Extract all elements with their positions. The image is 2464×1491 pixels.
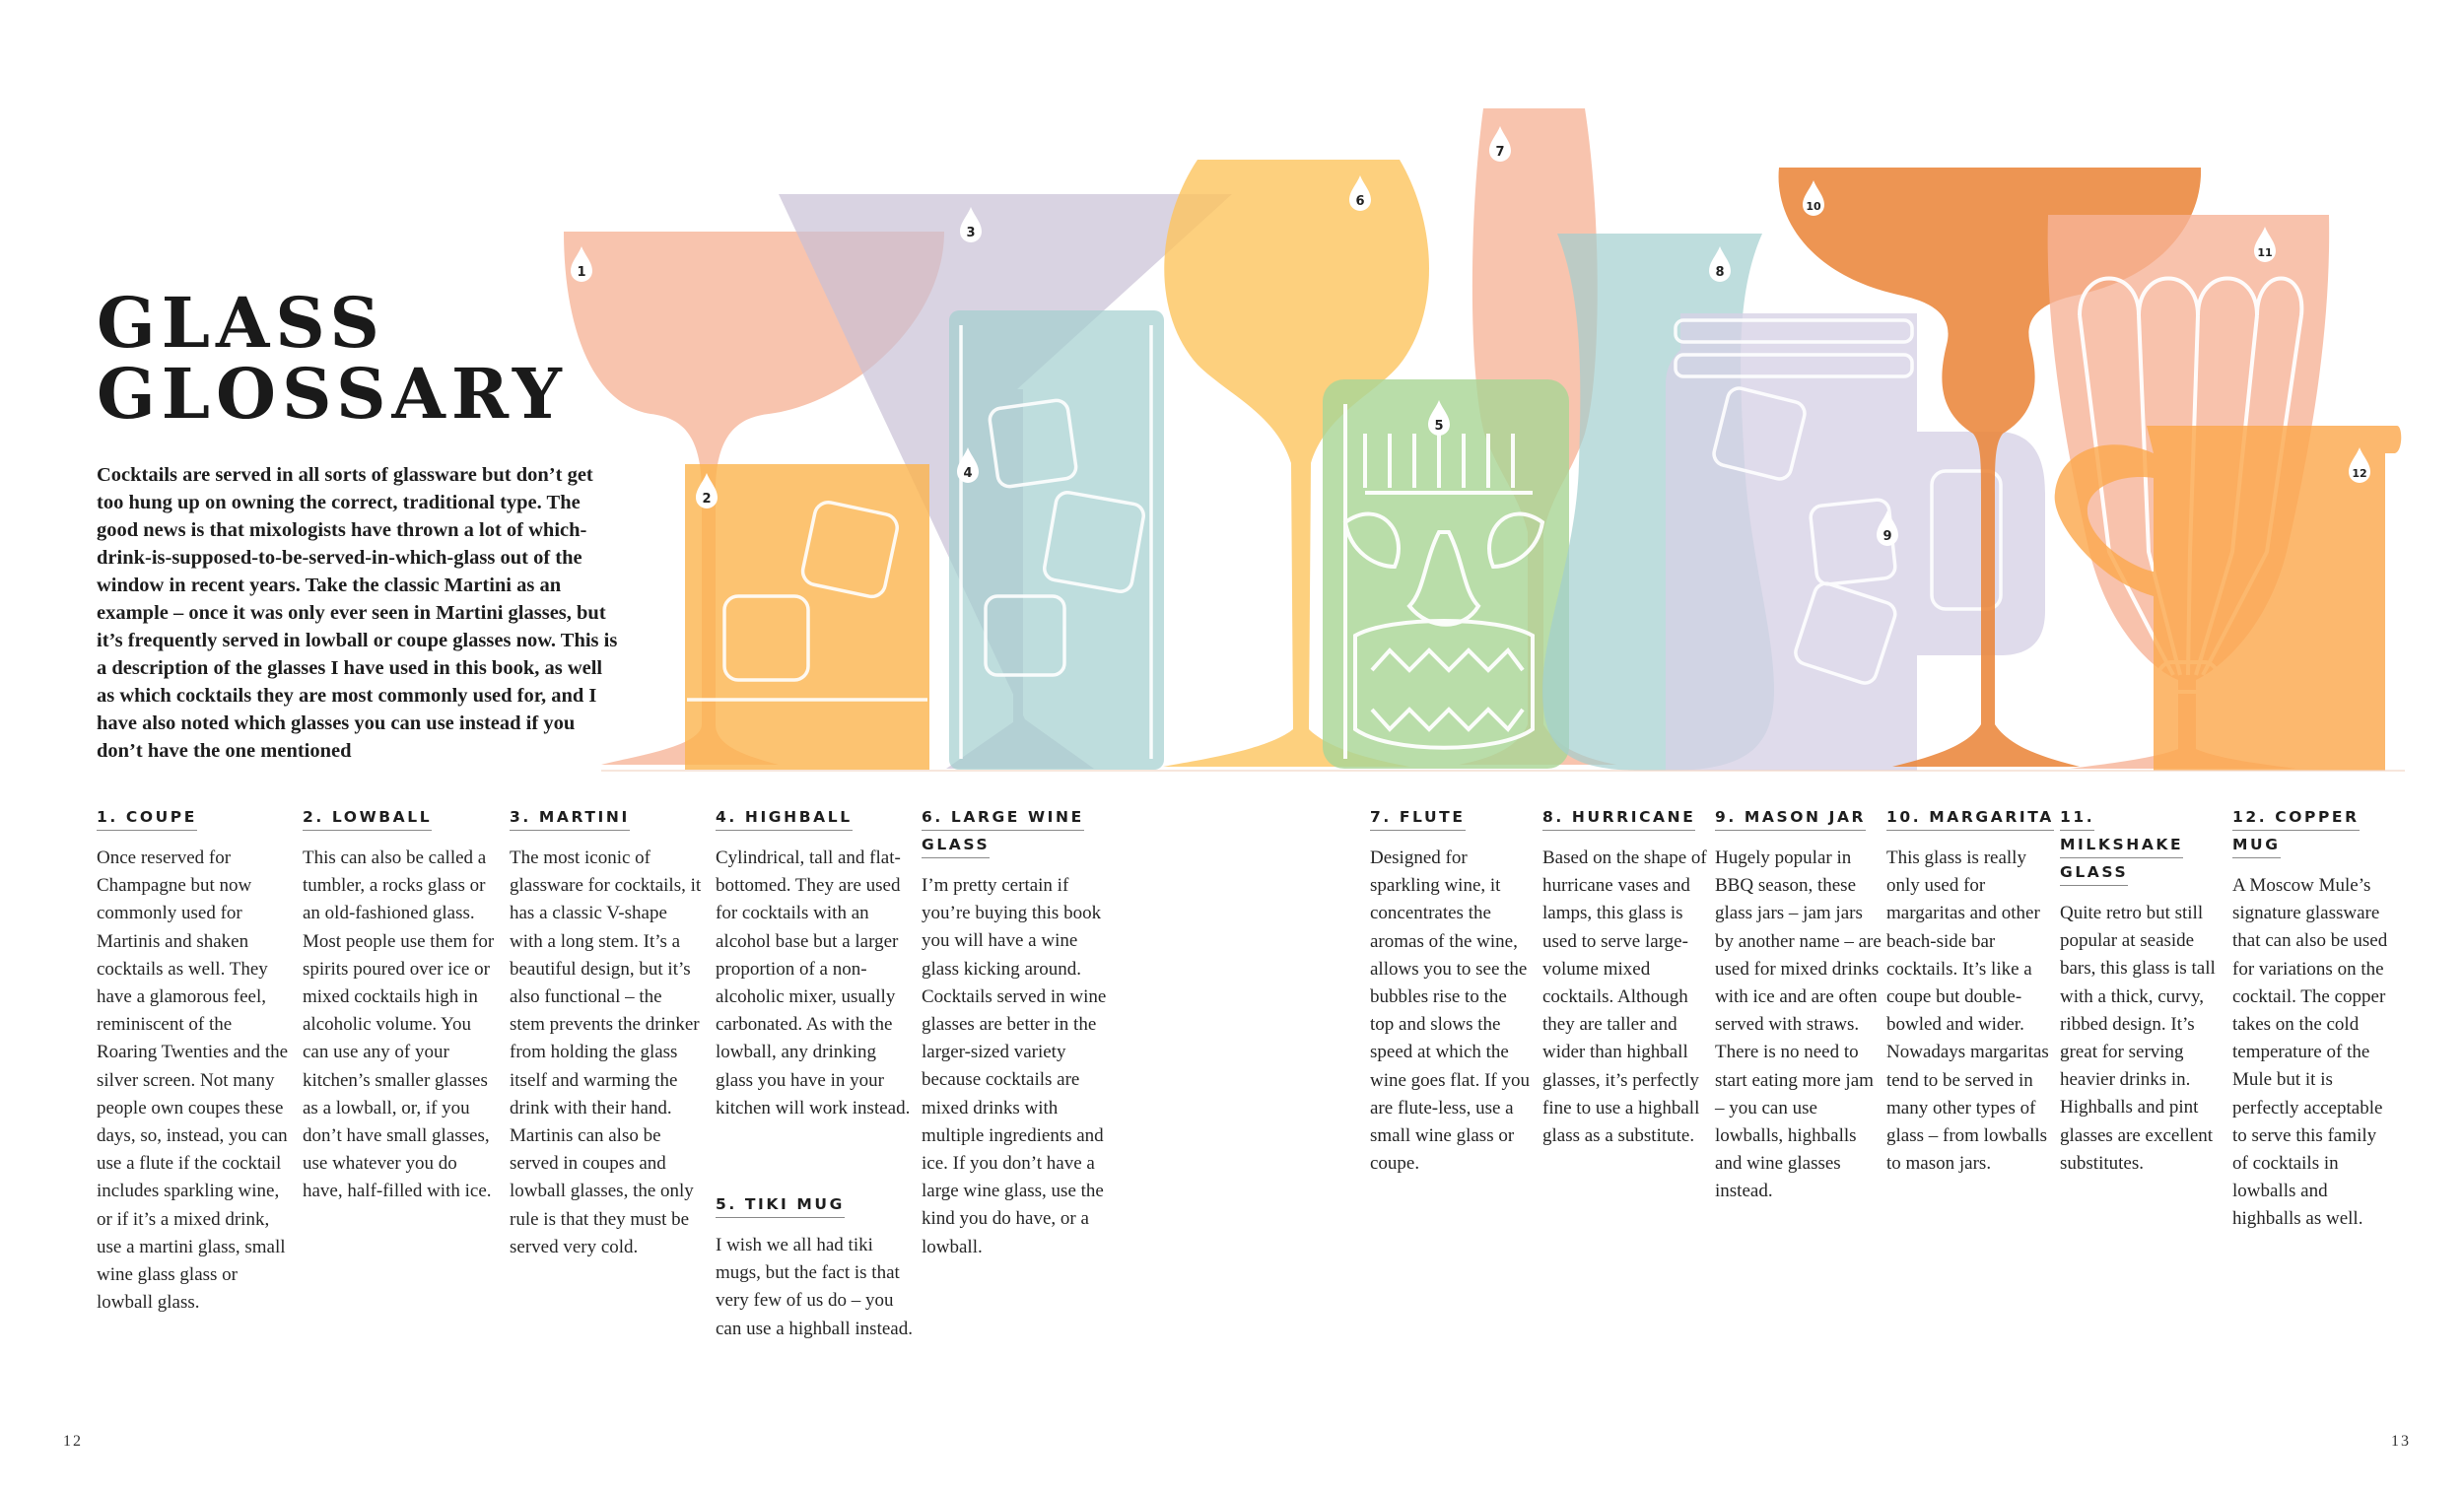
entry-body: A Moscow Mule’s signature glassware that can also be used for variations on the cocktail. The copper takes on the cold temperature of the Mule but it is perfectly acceptable to serve this family of cocktails in lowballs and highballs as well. <box>2232 875 2388 1230</box>
entry-heading-text: 3. MARTINI <box>510 808 630 831</box>
glass-number-label: 12 <box>2352 467 2367 480</box>
entry-heading-text: 5. TIKI MUG <box>716 1195 845 1218</box>
glass-number-label: 9 <box>1882 529 1892 544</box>
entry-heading <box>2060 803 2223 886</box>
entry-heading-text: 11. MILKSHAKE GLASS <box>2060 808 2183 886</box>
glass-number-label: 7 <box>1495 145 1505 160</box>
glass-number-label: 1 <box>577 265 586 280</box>
glossary-entry <box>1715 803 1882 1206</box>
entry-body: Cylindrical, tall and flat-bottomed. They are used for cocktails with an alcohol base but a larger proportion of a non-alcoholic mixer, usually carbonated. As with the lowball, any drinking glass you have in your kitchen will work instead. <box>716 847 911 1118</box>
entry-heading <box>303 803 495 831</box>
glossary-entry <box>303 803 495 1206</box>
entry-heading-text: 2. LOWBALL <box>303 808 432 831</box>
entry-heading <box>1715 803 1882 831</box>
tiki-mug-illustration <box>1323 379 1569 769</box>
glossary-entry <box>1542 803 1710 1150</box>
glossary-entry <box>2060 803 2223 1178</box>
entry-heading-text: 12. COPPER MUG <box>2232 808 2360 858</box>
entry-heading-text: 4. HIGHBALL <box>716 808 853 831</box>
glossary-entry <box>922 803 1119 1261</box>
entry-heading-text: 6. LARGE WINE GLASS <box>922 808 1084 858</box>
entry-body: I’m pretty certain if you’re buying this book you will have a wine glass kicking around. Cocktails served in wine glasses are better in the larger-sized variety because cocktails are mixed drinks with multiple ingredients and ice. If you don’t have a large wine glass, use the kind you do have, or a lowball. <box>922 875 1107 1257</box>
entry-heading-text: 7. FLUTE <box>1370 808 1466 831</box>
glossary-entry <box>1370 803 1533 1178</box>
page-number-left: 12 <box>63 1433 83 1450</box>
entry-heading <box>1370 803 1533 831</box>
entry-body: This glass is really only used for margaritas and other beach-side bar cocktails. It’s like a coupe but double-bowled and wider. Nowadays margaritas tend to be served in many other types of glass – from lowballs to mason jars. <box>1886 847 2049 1175</box>
glass-number-label: 3 <box>966 226 976 240</box>
entry-heading-text: 8. HURRICANE <box>1542 808 1695 831</box>
lowball-glass-illustration <box>685 464 929 770</box>
entry-heading <box>1542 803 1710 831</box>
entry-body: I wish we all had tiki mugs, but the fact is that very few of us do – you can use a highball instead. <box>716 1235 913 1339</box>
glossary-entry <box>716 1190 913 1343</box>
glossary-entry <box>2232 803 2395 1234</box>
entry-body: This can also be called a tumbler, a rocks glass or an old-fashioned glass. Most people use them for spirits poured over ice or mixed cocktails high in alcoholic volume. You can use any of your kitchen’s smaller glasses as a lowball, or, if you don’t have small glasses, use whatever you do have, half-filled with ice. <box>303 847 495 1202</box>
entry-body: Designed for sparkling wine, it concentrates the aromas of the wine, allows you to see the bubbles rise to the top and slows the speed at which the wine goes flat. If you are flute-less, use a small wine glass or coupe. <box>1370 847 1530 1175</box>
entry-heading-text: 1. COUPE <box>97 808 197 831</box>
page-number-right: 13 <box>2391 1433 2411 1450</box>
glass-number-label: 6 <box>1355 194 1365 209</box>
page-title <box>97 282 568 435</box>
highball-glass-illustration <box>949 310 1164 770</box>
entry-body: Once reserved for Champagne but now commonly used for Martinis and shaken cocktails as well. They have a glamorous feel, reminiscent of the Roaring Twenties and the silver screen. Not many people own coupes these days, so, instead, you can use a flute if the cocktail includes sparkling wine, or if it’s a mixed drink, use a martini glass, small wine glass glass or lowball glass. <box>97 847 289 1314</box>
glass-number-label: 10 <box>1806 200 1821 213</box>
entry-body: Hugely popular in BBQ season, these glass jars – jam jars by another name – are used for mixed drinks with ice and are often served with straws. There is no need to start eating more jam – you can use lowballs, highballs and wine glasses instead. <box>1715 847 1882 1202</box>
glossary-entry <box>510 803 702 1261</box>
entry-heading-text: 10. MARGARITA <box>1886 808 2054 831</box>
page-title-line: GLOSSARY <box>97 353 568 435</box>
entry-heading <box>510 803 702 831</box>
glossary-entry <box>716 803 913 1122</box>
glass-number-label: 11 <box>2257 246 2273 259</box>
glossary-entry <box>1886 803 2054 1178</box>
entry-heading <box>922 803 1119 858</box>
entry-heading <box>97 803 289 831</box>
glossary-entry <box>97 803 289 1317</box>
intro-paragraph: Cocktails are served in all sorts of glassware but don’t get too hung up on owning the correct, traditional type. The good news is that mixologists have thrown a lot of which-drink-is-supposed-to-be-served-in-which-glass out of the window in recent years. Take the classic Martini as an example – once it was only ever seen in Martini glasses, but it’s frequently served in lowball or coupe glasses now. This is a description of the glasses I have used in this book, as well as which cocktails they are most commonly used for, and I have also noted which glasses you can use instead if you don’t have the one mentioned <box>97 464 618 762</box>
glass-number-label: 2 <box>702 492 712 507</box>
entry-body: The most iconic of glassware for cocktails, it has a classic V-shape with a long stem. It’s a beautiful design, but it’s also functional – the stem prevents the drinker from holding the glass itself and warming the drink with their hand. Martinis can also be served in coupes and lowball glasses, the only rule is that they must be served very cold. <box>510 847 702 1257</box>
entry-body: Based on the shape of hurricane vases and lamps, this glass is used to serve large-volume mixed cocktails. Although they are taller and wider than highball glasses, it’s perfectly fine to use a highball glass as a substitute. <box>1542 847 1707 1147</box>
glass-number-label: 5 <box>1434 419 1444 434</box>
glass-number-label: 8 <box>1715 265 1725 280</box>
entry-heading <box>1886 803 2054 831</box>
entry-body: Quite retro but still popular at seaside bars, this glass is tall with a thick, curvy, ribbed design. It’s great for serving heavier drinks in. Highballs and pint glasses are excellent substitutes. <box>2060 903 2216 1174</box>
entry-heading <box>716 803 913 831</box>
entry-heading <box>2232 803 2395 858</box>
glass-number-label: 4 <box>963 466 973 481</box>
entry-heading-text: 9. MASON JAR <box>1715 808 1866 831</box>
entry-heading <box>716 1190 913 1218</box>
page-title-line: GLASS <box>97 282 385 364</box>
